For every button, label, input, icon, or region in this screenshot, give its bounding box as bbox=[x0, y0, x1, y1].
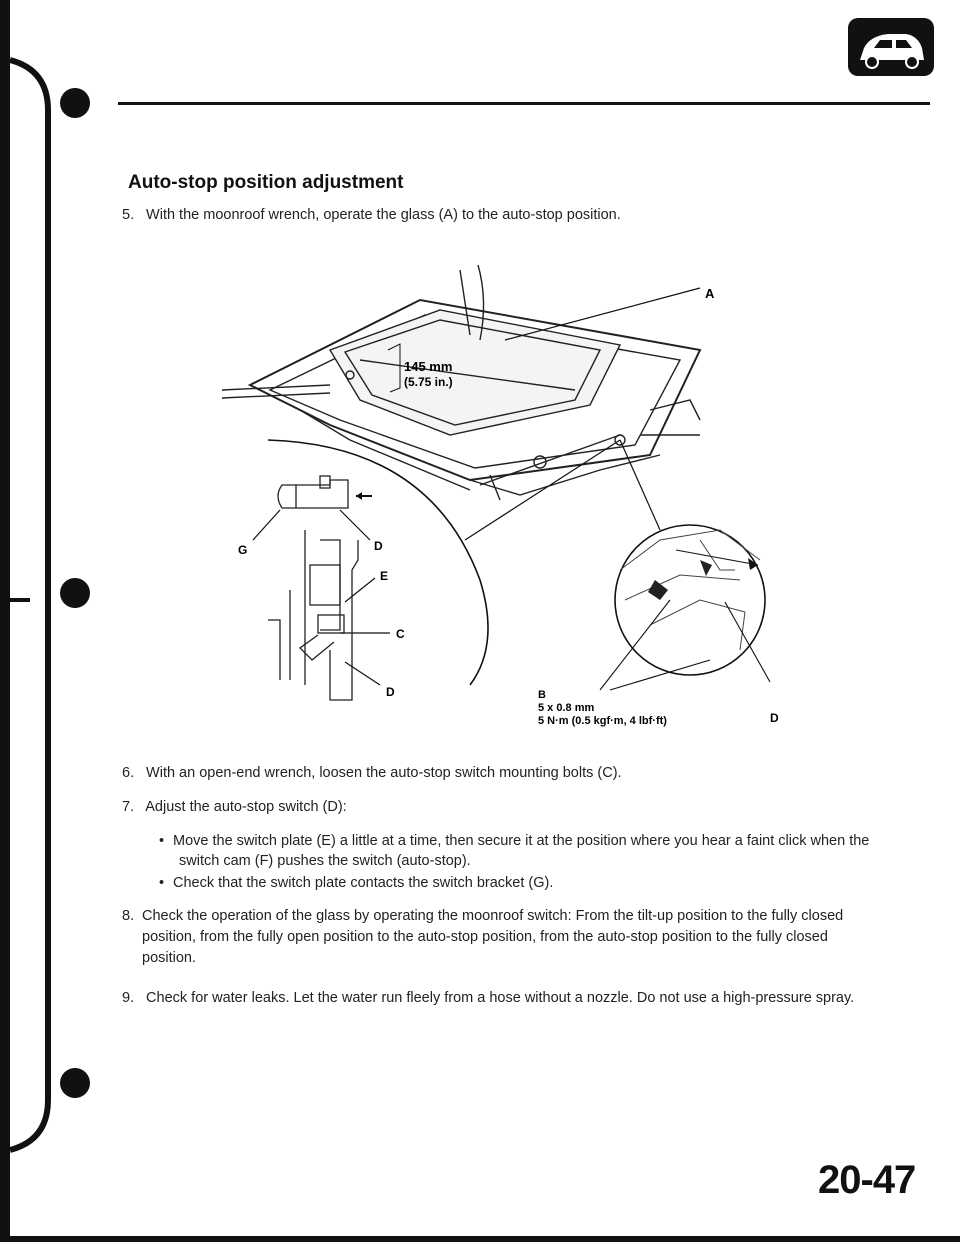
bullet-1 bbox=[159, 831, 899, 871]
step-number: 8. bbox=[122, 908, 135, 924]
step-text: Adjust the auto-stop switch (D): bbox=[145, 799, 347, 815]
bullet-2 bbox=[159, 873, 899, 893]
step-number: 6. bbox=[122, 765, 135, 781]
bullet-dot: • bbox=[159, 875, 165, 891]
step-text: position, from the fully open position to the auto-stop position, from the auto-stop position to the fully closed bbox=[142, 929, 828, 945]
step-6 bbox=[122, 763, 902, 784]
footer-edge bbox=[0, 1232, 960, 1242]
step-number: 9. bbox=[122, 990, 135, 1006]
moonroof-illustration bbox=[0, 240, 960, 730]
punch-hole bbox=[60, 1068, 90, 1098]
header-rule bbox=[118, 102, 930, 105]
step-5 bbox=[122, 205, 902, 226]
callout-c: C bbox=[396, 627, 405, 641]
callout-d-right: D bbox=[770, 711, 779, 725]
dimension-mm: 145 mm bbox=[404, 359, 453, 374]
bullet-text: switch cam (F) pushes the switch (auto-stop). bbox=[179, 853, 471, 869]
step-7 bbox=[122, 797, 902, 818]
torque-spec: 5 N·m (0.5 kgf·m, 4 lbf·ft) bbox=[538, 715, 667, 727]
callout-d-top: D bbox=[374, 539, 383, 553]
bullet-text: Move the switch plate (E) a little at a time, then secure it at the position where you hear a faint click when the bbox=[173, 833, 870, 849]
callout-e: E bbox=[380, 569, 389, 583]
bullet-dot: • bbox=[159, 833, 165, 849]
section-title: Auto-stop position adjustment bbox=[128, 172, 404, 193]
bullet-text: Check that the switch plate contacts the switch bracket (G). bbox=[173, 875, 554, 891]
bolt-spec: 5 x 0.8 mm bbox=[538, 702, 595, 714]
page-number: 20-47 bbox=[818, 1158, 916, 1202]
callout-a: A bbox=[705, 286, 715, 301]
punch-hole bbox=[60, 88, 90, 118]
step-8 bbox=[122, 906, 902, 969]
callout-g: G bbox=[238, 543, 248, 557]
step-number: 5. bbox=[122, 207, 135, 223]
step-9 bbox=[122, 988, 902, 1009]
dimension-in: (5.75 in.) bbox=[404, 375, 453, 389]
step-number: 7. bbox=[122, 799, 135, 815]
step-text: Check the operation of the glass by operating the moonroof switch: From the tilt-up position to the fully closed bbox=[142, 908, 844, 924]
callout-d-bottom: D bbox=[386, 685, 395, 699]
step-text: With an open-end wrench, loosen the auto-stop switch mounting bolts (C). bbox=[146, 765, 622, 781]
step-text: With the moonroof wrench, operate the glass (A) to the auto-stop position. bbox=[146, 207, 621, 223]
step-text: Check for water leaks. Let the water run fleely from a hose without a nozzle. Do not use a high-pressure spray. bbox=[146, 990, 855, 1006]
callout-b: B bbox=[538, 689, 546, 701]
step-text: position. bbox=[142, 950, 197, 966]
car-section-icon bbox=[848, 18, 934, 76]
